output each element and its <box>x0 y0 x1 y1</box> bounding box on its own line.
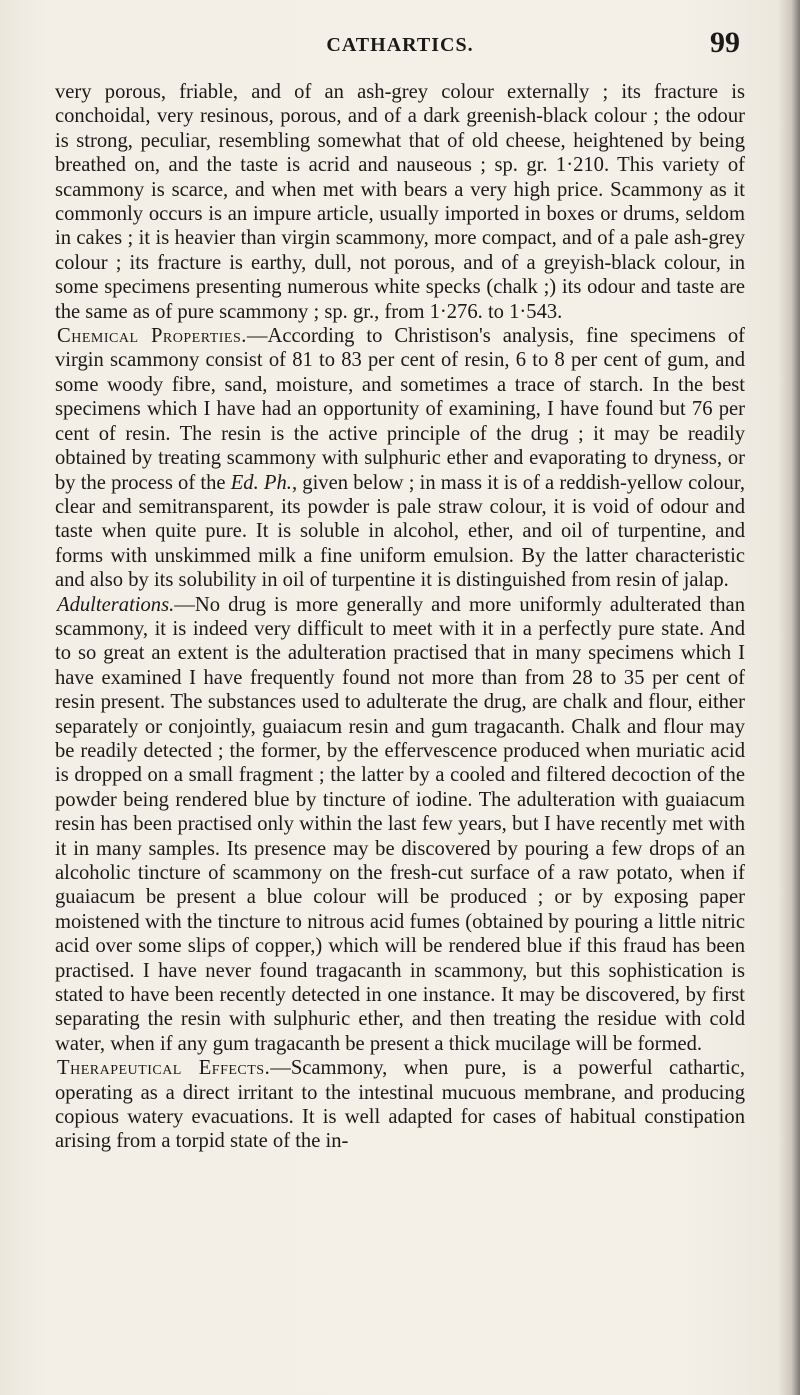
pharmacopoeia-reference: Ed. Ph. <box>230 471 292 494</box>
running-title: CATHARTICS. <box>326 34 474 56</box>
paragraph-text: , given below ; in mass it is of a reddish-yellow colour, clear and semitransparent, its powder is pale straw colour, it is void of odour and taste when quite pure. It is soluble in alcohol, ether, and oil of turpentine, and forms with unskimmed milk a fine uniform emulsion. By the latter characteristic and also by its solubility in oil of turpentine it is distinguished from resin of jalap. <box>55 471 745 592</box>
paragraph-scammony-description <box>55 80 745 324</box>
paragraph-therapeutical-effects <box>55 1056 745 1154</box>
page-number: 99 <box>710 26 740 59</box>
section-heading-chemical-properties: Chemical Properties. <box>57 325 247 348</box>
page-body <box>55 80 745 1154</box>
paragraph-text: —No drug is more generally and more uniformly adulterated than scammony, it is indeed very difficult to meet with it in a perfectly pure state. And to so great an extent is the adulteration practised that in many specimens which I have examined I have frequently found not more than from 28 to 35 per cent of resin present. The substances used to adulterate the drug, are chalk and flour, either separately or conjointly, guaiacum resin and gum tragacanth. Chalk and flour may be readily detected ; the former, by the effervescence produced when muriatic acid is dropped on a small fragment ; the latter by a cooled and filtered decoction of the powder being rendered blue by tincture of iodine. The adulteration with guaiacum resin has been practised only within the last few years, but I have recently met with it in many samples. Its presence may be discovered by pouring a few drops of an alcoholic tincture of scammony on the fresh-cut surface of a raw potato, when if guaiacum be present a blue colour will be produced ; or by exposing paper moistened with the tincture to nitrous acid fumes (obtained by pouring a little nitric acid over some slips of copper,) which will be rendered blue if this fraud has been practised. I have never found tragacanth in scammony, but this sophistication is stated to have been recently detected in one instance. It may be discovered, by first separating the resin with sulphuric ether, and then treating the residue with cold water, when if any gum tragacanth be present a thick mucilage will be formed. <box>55 593 745 1055</box>
section-heading-therapeutical-effects: Therapeutical Effects. <box>57 1057 271 1080</box>
page-edge-shadow <box>778 0 800 1395</box>
page-header <box>60 22 740 62</box>
paragraph-text: —According to Christison's analysis, fine specimens of virgin scammony consist of 81 to 83 per cent of resin, 6 to 8 per cent of gum, and some woody fibre, sand, moisture, and sometimes a trace of starch. In the best specimens which I have had an opportunity of examining, I have found but 76 per cent of resin. The resin is the active principle of the drug ; it may be readily obtained by treating scammony with sulphuric ether and evaporating to dryness, or by the process of the <box>55 325 746 494</box>
paragraph-text: —Scammony, when pure, is a powerful cathartic, operating as a direct irritant to the intestinal mucuous membrane, and producing copious watery evacuations. It is well adapted for cases of habitual constipation arising from a torpid state of the in- <box>55 1057 745 1153</box>
paragraph-adulterations <box>55 593 745 1057</box>
paragraph-text: very porous, friable, and of an ash-grey colour externally ; its fracture is conchoidal, very resinous, porous, and of a dark greenish-black colour ; the odour is strong, peculiar, resembling somewhat that of old cheese, heightened by being breathed on, and the taste is acrid and nauseous ; sp. gr. 1·210. This variety of scammony is scarce, and when met with bears a very high price. Scammony as it commonly occurs is an impure article, usually imported in boxes or drums, seldom in cakes ; it is heavier than virgin scammony, more compact, and of a pale ash-grey colour ; its fracture is earthy, dull, not porous, and of a greyish-black colour, in some specimens presenting numerous white specks (chalk ;) its odour and taste are the same as of pure scammony ; sp. gr., from 1·276. to 1·543. <box>55 81 745 323</box>
paragraph-chemical-properties <box>55 324 745 592</box>
section-heading-adulterations: Adulterations. <box>57 593 175 616</box>
